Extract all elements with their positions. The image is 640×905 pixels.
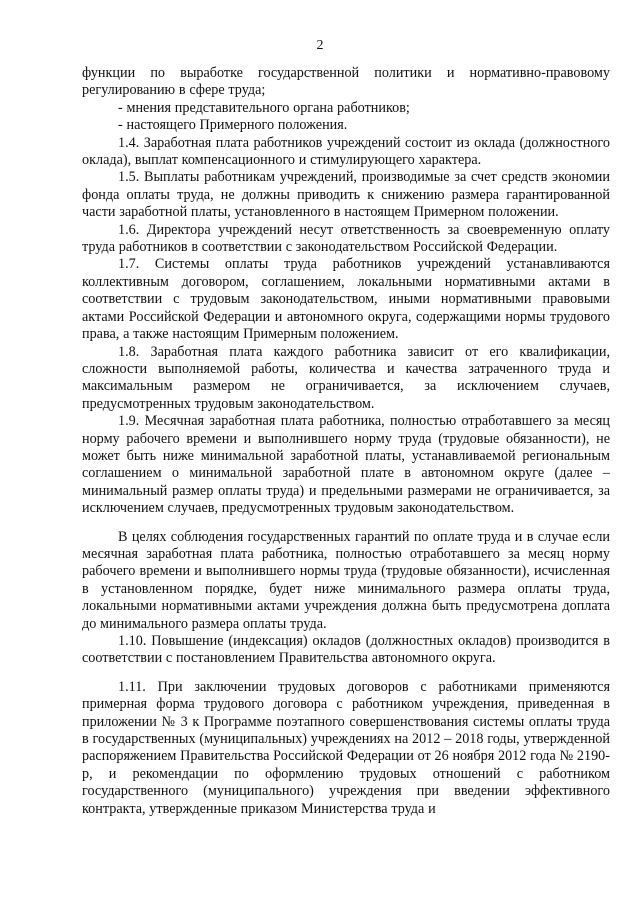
paragraph-continuation: функции по выработке государственной политики и нормативно-правовому регулированию в сфере труда; (82, 65, 610, 99)
page-number: 2 (316, 38, 324, 53)
paragraph-1-10: 1.10. Повышение (индексация) окладов (должностных окладов) производится в соответствии с постановлением Правительства автономного округа. (82, 633, 610, 667)
paragraph-list-item: - настоящего Примерного положения. (118, 117, 348, 134)
paragraph-1-7: 1.7. Системы оплаты труда работников учреждений устанавливаются коллективным договором, соглашением, локальными нормативными актами в соответствии с трудовым законодательством, иными нормативными правовыми актами Российской Федерации и автономного округа, содержащими нормы трудового права, а также настоящим Примерным положением. (82, 256, 610, 343)
paragraph-1-9: 1.9. Месячная заработная плата работника, полностью отработавшего за месяц норму рабочего времени и выполнившего норму труда (трудовые обязанности), не может быть ниже минимальной заработной платы, устанавливаемой региональным соглашением о минимальной заработной плате в автономном округе (далее – минимальный размер оплаты труда) и предельными размерами не ограничивается, за исключением случаев, предусмотренных трудовым законодательством. (82, 413, 610, 517)
paragraph-1-6: 1.6. Директора учреждений несут ответственность за своевременную оплату труда работников в соответствии с законодательством Российской Федерации. (82, 221, 610, 256)
paragraph-1-5: 1.5. Выплаты работникам учреждений, производимые за счет средств экономии фонда оплаты труда, не должны приводить к снижению размера гарантированной части заработной платы, установленного в настоящем Примерном положении. (82, 169, 610, 221)
paragraph-1-11: 1.11. При заключении трудовых договоров с работниками применяются примерная форма трудового договора с работником учреждения, приведенная в приложении № 3 к Программе поэтапного совершенствования системы оплаты труда в государственных (муниципальных) учреждениях на 2012 – 2018 годы, утвержденной распоряжением Правительства Российской Федерации от 26 ноября 2012 года № 2190-р, и рекомендации по оформлению трудовых отношений с работником государственного (муниципального) учреждения при введении эффективного контракта, утвержденные приказом Министерства труда и (82, 678, 610, 817)
paragraph-1-8: 1.8. Заработная плата каждого работника зависит от его квалификации, сложности выполняемой работы, количества и качества затраченного труда и максимальным размером не ограничивается, за исключением случаев, предусмотренных трудовым законодательством. (82, 343, 610, 412)
paragraph-list-item: - мнения представительного органа работников; (118, 99, 410, 116)
paragraph-1-4: 1.4. Заработная плата работников учреждений состоит из оклада (должностного оклада), выплат компенсационного и стимулирующего характера. (82, 134, 610, 169)
document-body (82, 65, 610, 818)
paragraph-minimum-wage-guarantee: В целях соблюдения государственных гарантий по оплате труда и в случае если месячная заработная плата работника, полностью отработавшего за месяц норму рабочего времени и выполнившего нормы труда (трудовые обязанности), исчисленная в установленном порядке, будет ниже минимального размера оплаты труда, локальными нормативными актами учреждения должна быть предусмотрена доплата до минимального размера оплаты труда. (82, 528, 610, 632)
